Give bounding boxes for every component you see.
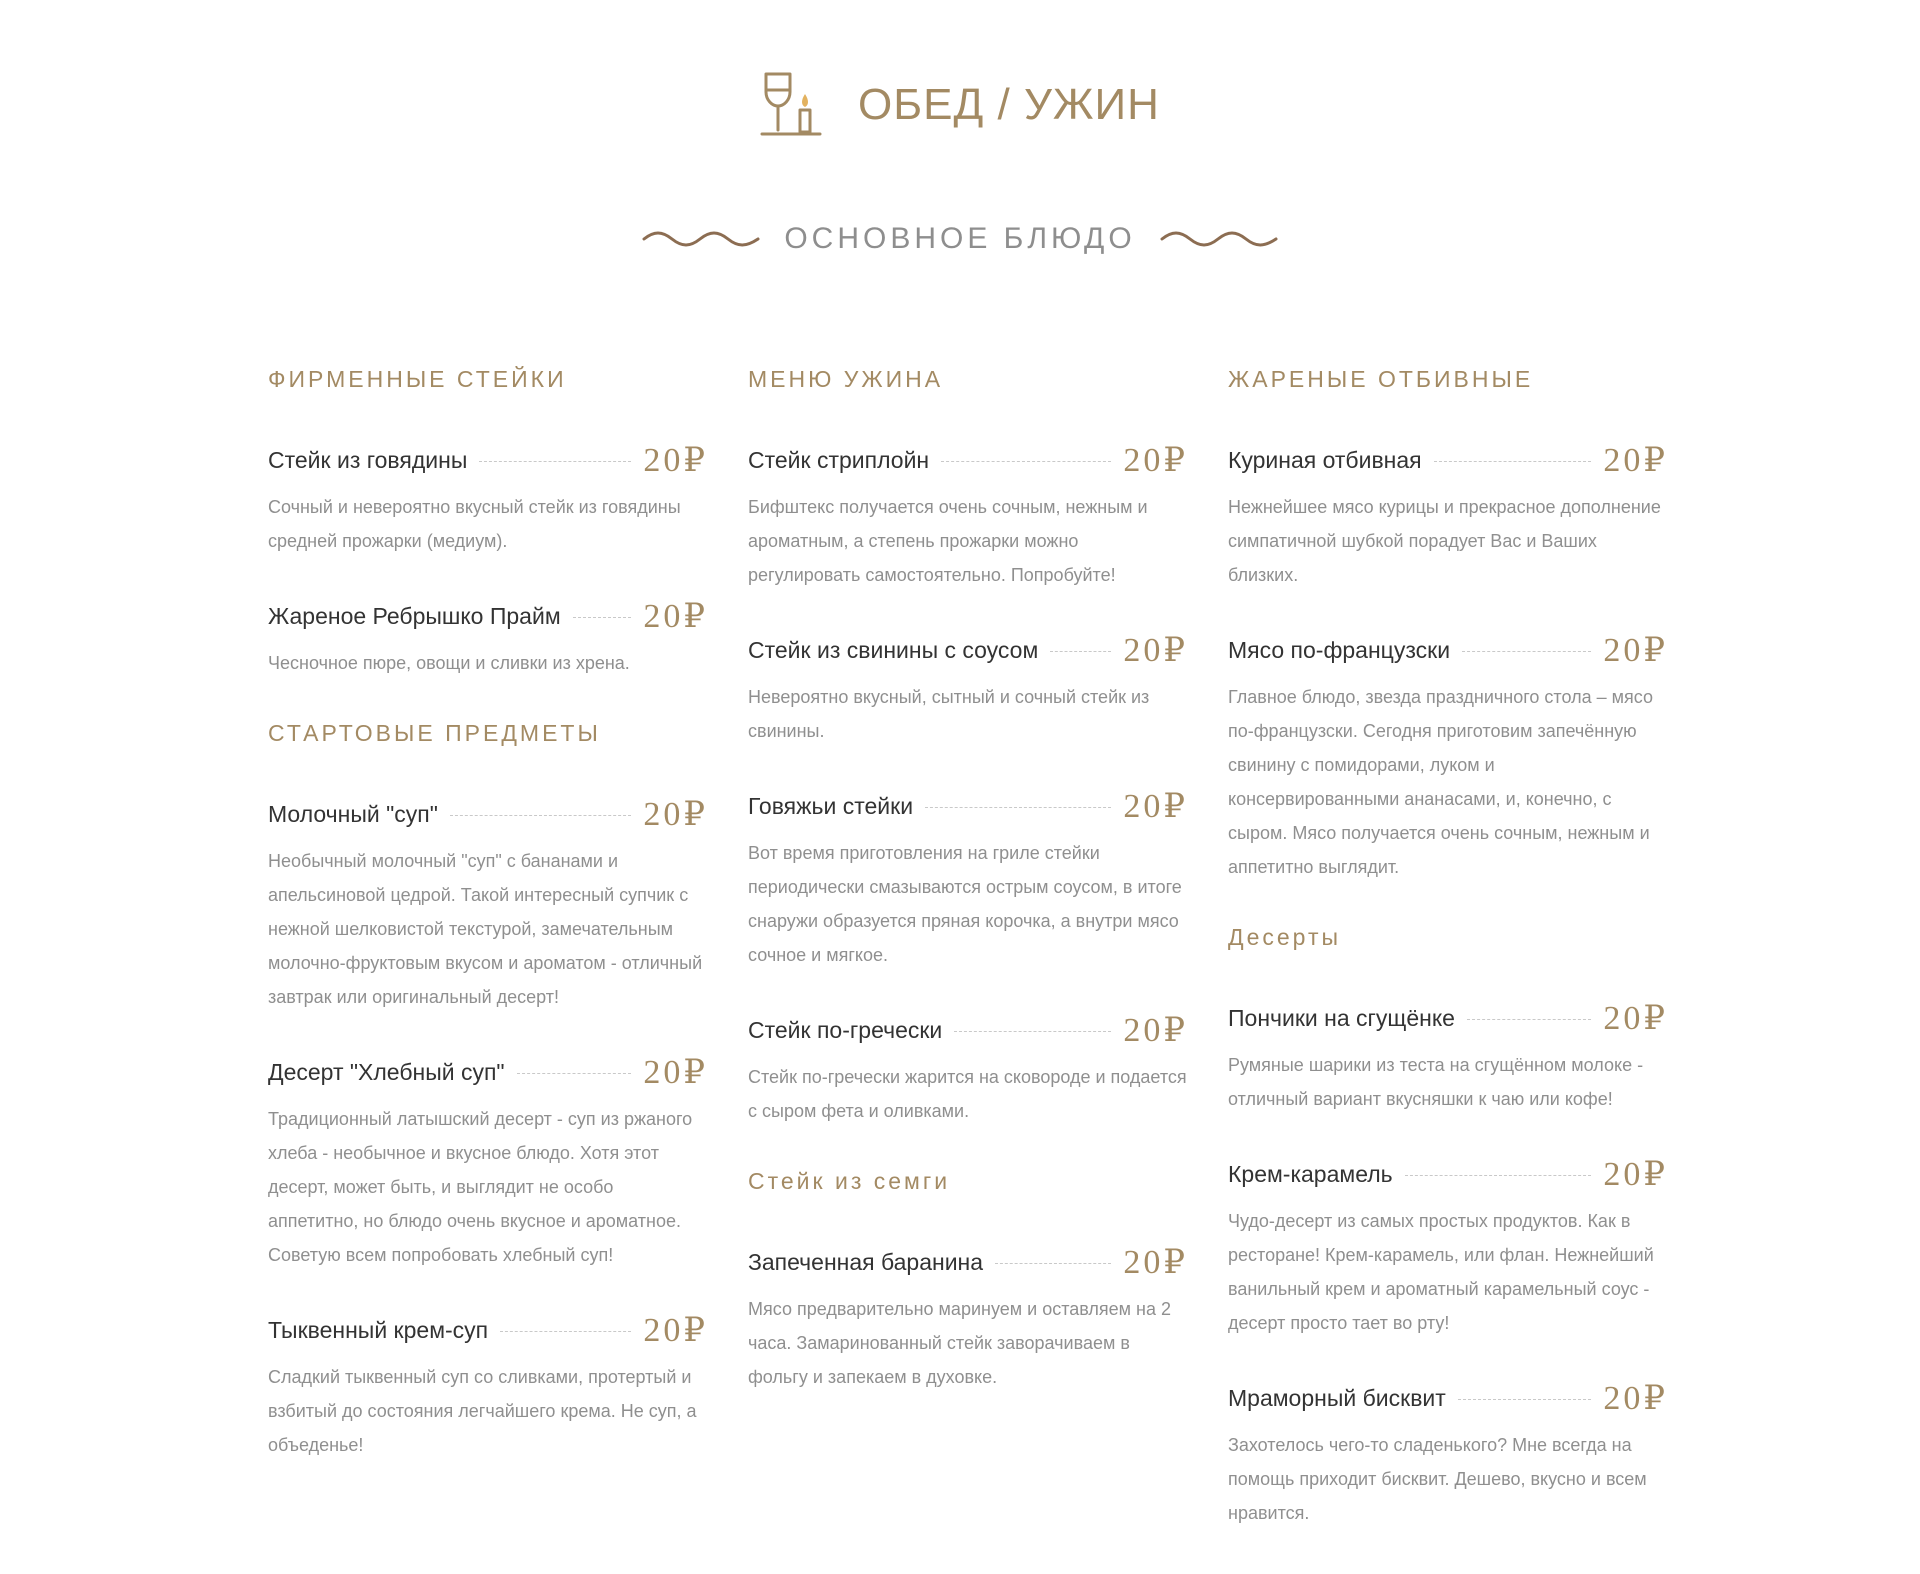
section-heading: [0, 222, 1920, 256]
item-price: 20₽: [1123, 632, 1188, 669]
page-header: [0, 70, 1920, 140]
item-name: Стейк из говядины: [268, 446, 468, 473]
dotted-leader: [1050, 651, 1111, 652]
item-description: Сочный и невероятно вкусный стейк из говядины средней прожарки (медиум).: [268, 497, 681, 551]
menu-item: [748, 786, 1188, 972]
item-price: 20₽: [1603, 632, 1668, 669]
menu-item: [268, 794, 708, 1014]
category-title: СТАРТОВЫЕ ПРЕДМЕТЫ: [268, 720, 601, 746]
dotted-leader: [954, 1031, 1111, 1032]
item-name: Мраморный бисквит: [1228, 1384, 1446, 1411]
dotted-leader: [517, 1073, 632, 1074]
item-description: Румяные шарики из теста на сгущённом молоке - отличный вариант вкусняшки к чаю или кофе!: [1228, 1055, 1644, 1109]
category-title: ЖАРЕНЫЕ ОТБИВНЫЕ: [1228, 366, 1534, 392]
item-name: Молочный "суп": [268, 800, 438, 827]
item-name: Стейк из свинины с соусом: [748, 636, 1039, 663]
menu-item: [748, 630, 1188, 748]
item-price: 20₽: [643, 796, 708, 833]
item-price: 20₽: [643, 442, 708, 479]
dotted-leader: [500, 1331, 631, 1332]
item-price: 20₽: [1123, 442, 1188, 479]
item-name: Мясо по-французски: [1228, 636, 1451, 663]
item-description: Необычный молочный "суп" с бананами и апельсиновой цедрой. Такой интересный супчик с нежной шелковистой текстурой, замечательным молочно-фруктовым вкусом и ароматом - отличный завтрак или оригинальный десерт!: [268, 851, 703, 1007]
menu-item: [1228, 998, 1668, 1116]
menu-item: [268, 596, 708, 680]
item-name: Говяжьи стейки: [748, 792, 914, 819]
menu-item: [1228, 440, 1668, 592]
item-name: Стейк стриплойн: [748, 446, 930, 473]
item-price: 20₽: [1603, 442, 1668, 479]
dotted-leader: [1434, 461, 1592, 462]
menu-column-1: [268, 364, 708, 1568]
item-description: Нежнейшее мясо курицы и прекрасное дополнение симпатичной шубкой порадует Вас и Ваших близких.: [1228, 497, 1661, 585]
menu-column-3: [1228, 364, 1668, 1568]
menu-column-2: [748, 364, 1188, 1568]
item-name: Тыквенный крем-суп: [268, 1316, 489, 1343]
menu-item: [268, 1052, 708, 1272]
item-description: Главное блюдо, звезда праздничного стола – мясо по-французски. Сегодня приготовим запечённую свинину с помидорами, луком и консервированными ананасами, и, конечно, с сыром. Мясо получается очень сочным, нежным и аппетитно выглядит.: [1228, 687, 1653, 877]
item-price: 20₽: [643, 1312, 708, 1349]
menu-item: [1228, 630, 1668, 884]
category-title: Стейк из семги: [748, 1168, 951, 1194]
wine-glass-candle-icon: [760, 70, 824, 140]
item-price: 20₽: [1123, 1012, 1188, 1049]
item-description: Бифштекс получается очень сочным, нежным и ароматным, а степень прожарки можно регулировать самостоятельно. Попробуйте!: [748, 497, 1148, 585]
item-description: Захотелось чего-то сладенького? Мне всегда на помощь приходит бисквит. Дешево, вкусно и всем нравится.: [1228, 1435, 1647, 1523]
item-description: Чесночное пюре, овощи и сливки из хрена.: [268, 653, 630, 673]
wave-divider-left: [642, 229, 760, 249]
item-description: Невероятно вкусный, сытный и сочный стейк из свинины.: [748, 687, 1150, 741]
dotted-leader: [1405, 1175, 1592, 1176]
dotted-leader: [995, 1263, 1111, 1264]
menu-item: [1228, 1378, 1668, 1530]
dotted-leader: [450, 815, 631, 816]
item-name: Пончики на сгущёнке: [1228, 1004, 1455, 1031]
dotted-leader: [1458, 1399, 1592, 1400]
menu-item: [1228, 1154, 1668, 1340]
dotted-leader: [925, 807, 1111, 808]
item-price: 20₽: [643, 598, 708, 635]
menu-item: [748, 440, 1188, 592]
category-title: ФИРМЕННЫЕ СТЕЙКИ: [268, 366, 567, 392]
page-title: ОБЕД / УЖИН: [858, 80, 1160, 129]
item-description: Вот время приготовления на гриле стейки периодически смазываются острым соусом, в итоге снаружи образуется пряная корочка, а внутри мясо сочное и мягкое.: [748, 843, 1182, 965]
dotted-leader: [573, 617, 632, 618]
item-price: 20₽: [1123, 1244, 1188, 1281]
wave-divider-right: [1160, 229, 1278, 249]
item-description: Мясо предварительно маринуем и оставляем на 2 часа. Замаринованный стейк заворачиваем в фольгу и запекаем в духовке.: [748, 1299, 1171, 1387]
menu-columns: [268, 364, 1668, 1568]
menu-item: [268, 440, 708, 558]
dotted-leader: [1462, 651, 1591, 652]
item-name: Десерт "Хлебный суп": [268, 1058, 505, 1085]
section-subtitle: ОСНОВНОЕ БЛЮДО: [784, 222, 1136, 255]
menu-item: [748, 1010, 1188, 1128]
dotted-leader: [1467, 1019, 1591, 1020]
item-name: Жареное Ребрышко Прайм: [268, 602, 561, 629]
item-name: Запеченная баранина: [748, 1248, 984, 1275]
item-name: Стейк по-гречески: [748, 1016, 943, 1043]
item-price: 20₽: [1123, 788, 1188, 825]
dotted-leader: [479, 461, 631, 462]
item-description: Стейк по-гречески жарится на сковороде и подается с сыром фета и оливками.: [748, 1067, 1187, 1121]
menu-item: [748, 1242, 1188, 1394]
category-title: Десерты: [1228, 924, 1342, 950]
category-title: МЕНЮ УЖИНА: [748, 366, 944, 392]
item-name: Куриная отбивная: [1228, 446, 1422, 473]
item-price: 20₽: [1603, 1380, 1668, 1417]
item-price: 20₽: [1603, 1000, 1668, 1037]
item-name: Крем-карамель: [1228, 1160, 1393, 1187]
item-description: Чудо-десерт из самых простых продуктов. Как в ресторане! Крем-карамель, или флан. Нежнейший ванильный крем и ароматный карамельный соус - десерт просто тает во рту!: [1228, 1211, 1654, 1333]
item-description: Традиционный латышский десерт - суп из ржаного хлеба - необычное и вкусное блюдо. Хотя этот десерт, может быть, и выглядит не особо аппетитно, но блюдо очень вкусное и ароматное. Советую всем попробовать хлебный суп!: [268, 1109, 693, 1265]
menu-item: [268, 1310, 708, 1462]
item-price: 20₽: [1603, 1156, 1668, 1193]
item-price: 20₽: [643, 1054, 708, 1091]
dotted-leader: [941, 461, 1111, 462]
item-description: Сладкий тыквенный суп со сливками, протертый и взбитый до состояния легчайшего крема. Не суп, а объеденье!: [268, 1367, 697, 1455]
